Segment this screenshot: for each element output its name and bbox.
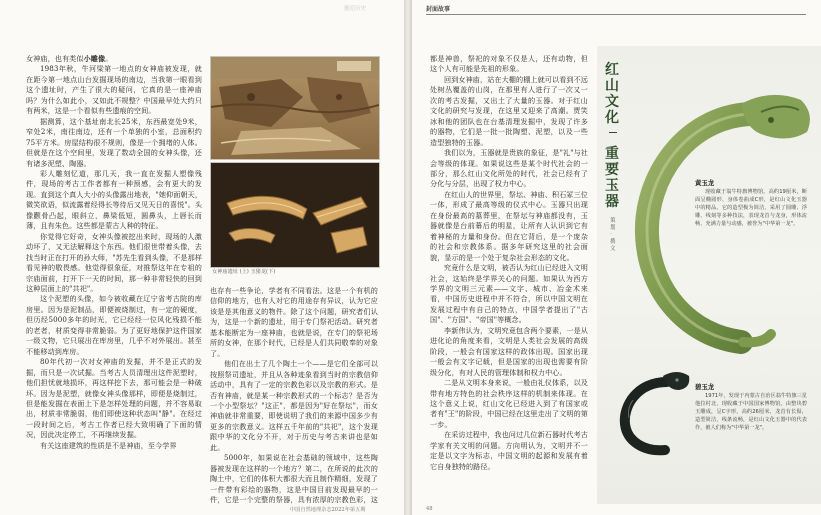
author-char: 文 (610, 246, 616, 252)
paragraph: 二是从文明本身来说，一般由礼仪体系，以及带有地方特色的社会秩序这样的机制来体现。在这个意义上说，红山文化已经进入到了有国家或者有"王"的阶段，中国已经在这里走出了文明的第一步。 (430, 378, 588, 429)
paragraph: 据测算，这个基址南北长25米，东西最宽处9米，窄处2米，南往南边，还有一个单独的小室，总面积约75平方米。房屋结构很不规则，像是一个拥堵的人体。但就是在这个空间里，发现了数动全国的女神头像，还有诸多泥塑、陶器。 (26, 116, 202, 168)
paragraph: 彩人雕刻忆道，那几天，我一直在发掘人塑像残件，现场的考古工作者都有一种预感，会有更大的发现。直到这个真人大小的头像露出地表，"她仰面朝天，微笑欲语，似流露着经得长等待后又见天日的喜悦"。头像颧骨凸起，眼斜立，鼻梁低短，圆鼻头，上唇长而薄，且有朱色。这些都是蒙古人种的特征。 (26, 168, 202, 231)
header-rule (426, 14, 806, 15)
paragraph: 我们以为，玉器就是贵族的象征，是"礼"与社会等级的体现。如果说这些是某个时代社会的一部分，那么红山文化所处的时代，社会已经有了分化与分层，出现了权力中心。 (430, 148, 588, 189)
item1-description (695, 188, 807, 298)
right-page (412, 0, 821, 515)
bold-phrase: 小雕像 (83, 54, 106, 63)
title-char: 红 (605, 62, 619, 78)
title-char: 化 (605, 110, 619, 126)
paragraph: 在红山人的世界里，祭坛、神庙、积石冢三位一体，形成了最高等级的仪式中心。玉器只出现在身份最高的墓葬里，在祭坛与神庙都没有，玉器就像是台前幕后的明星，让所有人认识到它有着神秘的力量和身份。但在它背后，是一个庞杂的社会和宗教体系。据多年研究这里的社会面貌，显示的是一个处于复杂社会形态的文化。 (430, 189, 588, 262)
jade-artifact-illustration (211, 163, 379, 267)
excavation-photo (210, 56, 380, 160)
paragraph: 李新伟认为，文明究竟包含两个要素，一是从进化论的角度来看，文明是人类社会发展的高级阶段，一般会有国家这样的政体出现。国家出现一般会有文字记载，但是国家的出现也需要有阶级分化，有对人民的管理体制和权力中心。 (430, 325, 588, 377)
page-number: 48 (426, 506, 433, 512)
excavation-illustration (211, 57, 379, 159)
paragraph: 在采访过程中，我也问过几位新石器时代考古学家有关文明的问题。方向明认为，文明并不一定是以文字为标志，中国文明的起源和发展有着它自身独特的路径。 (430, 430, 588, 471)
left-page (0, 0, 404, 515)
paragraph: 也存有一些争论，学者有不同看法。这是一个有机的信仰的地方，也有人对它的用途存有异议，认为它应该是是其他意义的物件。除了这个问题，研究者们认为，这是一个新的遗址，用于专门祭祀活动。研究者基本能断定为一座神庙，也就是说，在专门的祭祀场所的女神，在那个时代，已经是人们共同敬奉的对象了。 (210, 286, 378, 358)
page-footer: 中国自然地理杂志2022年第五期 (290, 507, 366, 513)
dark-jade-dragon-image (615, 368, 695, 458)
section-header: 封面故事 (426, 6, 451, 13)
left-column-2 (210, 286, 378, 506)
paragraph: 他们在出土了几个陶土一个——是它们全部可以按照祭司遗址，并且从各种迹象看到当时的宗教信仰活动中，具有了一定的宗教色彩以及宗教的形式。是否有神庙，就是某一种宗教形式的一个标志？是否为一个小型祭坛？"这正"，都是因为"好在祭坛"，而女神庙就非常重要，即使说明了我们的来源中国多少有更多的宗教意义。这样五千年前的"共祀"，这个发现跟中华的文化分不开，对于历史与考古来讲也是如此。 (210, 359, 378, 452)
author-char: · (610, 232, 612, 238)
title-char: 重 (605, 146, 619, 162)
author-char: 撰 (610, 239, 616, 245)
title-char: 器 (605, 194, 619, 210)
paragraph: 你觉得它好奇，女神头像被挖出来时，现场的人激动坏了，又无法解释这个东西。他们很世带着头像，去找当时正在打开的孙大师，"苏先生看到头像，不是那样看见神的敬畏感。他觉得很象征，对推祭这年在专祖的宗庙面前，打开下一天的时间，那一种非常轻快的回到这种层面上的"共祀"。 (26, 231, 202, 293)
paragraph: 80年代初一次对女神庙的发掘，并不是正式的发掘，而只是一次试掘。当考古人员清理出这件泥塑时，他们担忧就地损坏，再这样挖下去，那可能会是一种破坏。因为是泥塑，就像女神头像那样，即便是烧制过，但是能发掘在表面上下是怎样处理的问题，并不容易取出，材质非常脆弱，他们即使这种状态叫"静"。在经过一段时间之后，考古工作者已经大致明确了下面的情况，因此决定停工，不再继续发掘。 (26, 357, 202, 440)
title-char: 要 (605, 162, 619, 178)
author-char: 策 (610, 218, 616, 224)
paragraph: 1983年秋，牛河梁第一地点的女神庙被发现，就在距今第一地点山台发掘现场的南边，当我第一眼看到这个遗址时，产生了很大的疑问，它真的是一座神庙吗？为什么如此小，又如此不规整？中国最早处大约只有两米，这是一个看似有些遗痕的空间。 (26, 64, 202, 116)
title-char: 山 (605, 78, 619, 94)
item2-text: 1971年，发现于内蒙古自治区翁牛特旗三星他拉村北，现收藏于中国国家博物馆。由整块碧玉雕成，呈C字形，高约26厘米，龙首有长鬃，造型简洁，线条流畅，是红山文化玉器中的代表作，被人们称为"中华第一龙"。 (695, 393, 807, 431)
paragraph: 究竟什么是文明，被否认为红山已经进入文明社会，这始终是学界关心的问题。如果认为西方学界的文明三元素——文字、城市、冶金术来看，中国历史进程中并不符合，所以中国文明在发展过程中有自己的特点，中国学者提出了"古国"、"方国"、"帝国"等概念。 (430, 263, 588, 325)
author-char: 划 (610, 225, 616, 231)
page-gutter (404, 0, 412, 515)
item2-title: 碧玉龙 (695, 383, 715, 391)
item1-text: 现收藏于翁牛特旗博物馆。高约19厘米，断面呈椭圆形，身体卷曲成C形，是红山文化玉器中的精品。它的造型极为简洁，采用了圆雕、浮雕、线刻等多种技法，表现龙首与龙身，形体流畅，充满力量与动感，被誉为"中华第一龙"。 (695, 189, 807, 227)
sidebar-panel (597, 46, 821, 504)
right-column-1 (430, 54, 588, 506)
jade-artifact-photo (210, 162, 380, 268)
title-char: 玉 (605, 178, 619, 194)
paragraph: 5000年，如果说在社会基础的领域中，这些陶器被发现在这样的一个地方？第二，在所说的此次的陶土中，它们的体积大都很大而且制作精细，发现了一件带有彩绘的器物，这是中国目前发现最早的一件，它是一个完整的祭器，具有浓厚的宗教色彩，这 (210, 453, 378, 505)
paragraph: 回到女神庙，站在大棚的棚上就可以看到不远处树丛覆盖的山岗，在那里有人进行了一次又一次的考古发掘，又出土了大量的玉器。对于红山文化的研究与发现，在这里又迎来了高潮。贾笑冰和他的团队也在台基清理发掘中，发现了许多的器物，它们是一批一批陶塑、泥塑，以及一些造型独特的玉器。 (430, 74, 588, 147)
faded-header: 邂逅历史 (344, 6, 367, 12)
left-column-1 (26, 54, 202, 506)
title-char: 文 (605, 94, 619, 110)
photo-caption: 女神庙遗址 (上) 玉猪龙(下) (212, 269, 276, 275)
item2-description (695, 392, 807, 492)
paragraph: 女神庙，也有类似小雕像。 (26, 54, 113, 63)
paragraph: 这个泥塑的头像，如今被收藏在辽宁省考古院的库房里。因为是泥制品，即便被烧制过，有一定的硬度，但历经5000多年的时光，它已经经一位风化残损不能的老者，材质变得非常脆弱。为了更好地保护这件国家一级文物，它只展出在库房里，几乎不对外展出。甚至不能移动到库房。 (26, 294, 202, 356)
item1-title: 黄玉龙 (695, 179, 715, 187)
paragraph: 有关这座建筑的性质是不是神庙，至今学界 (40, 440, 177, 450)
paragraph: 都是神兽，祭祀的对象不仅是人，还有动物，但这个人有可能是先祖的形象。 (430, 54, 588, 74)
